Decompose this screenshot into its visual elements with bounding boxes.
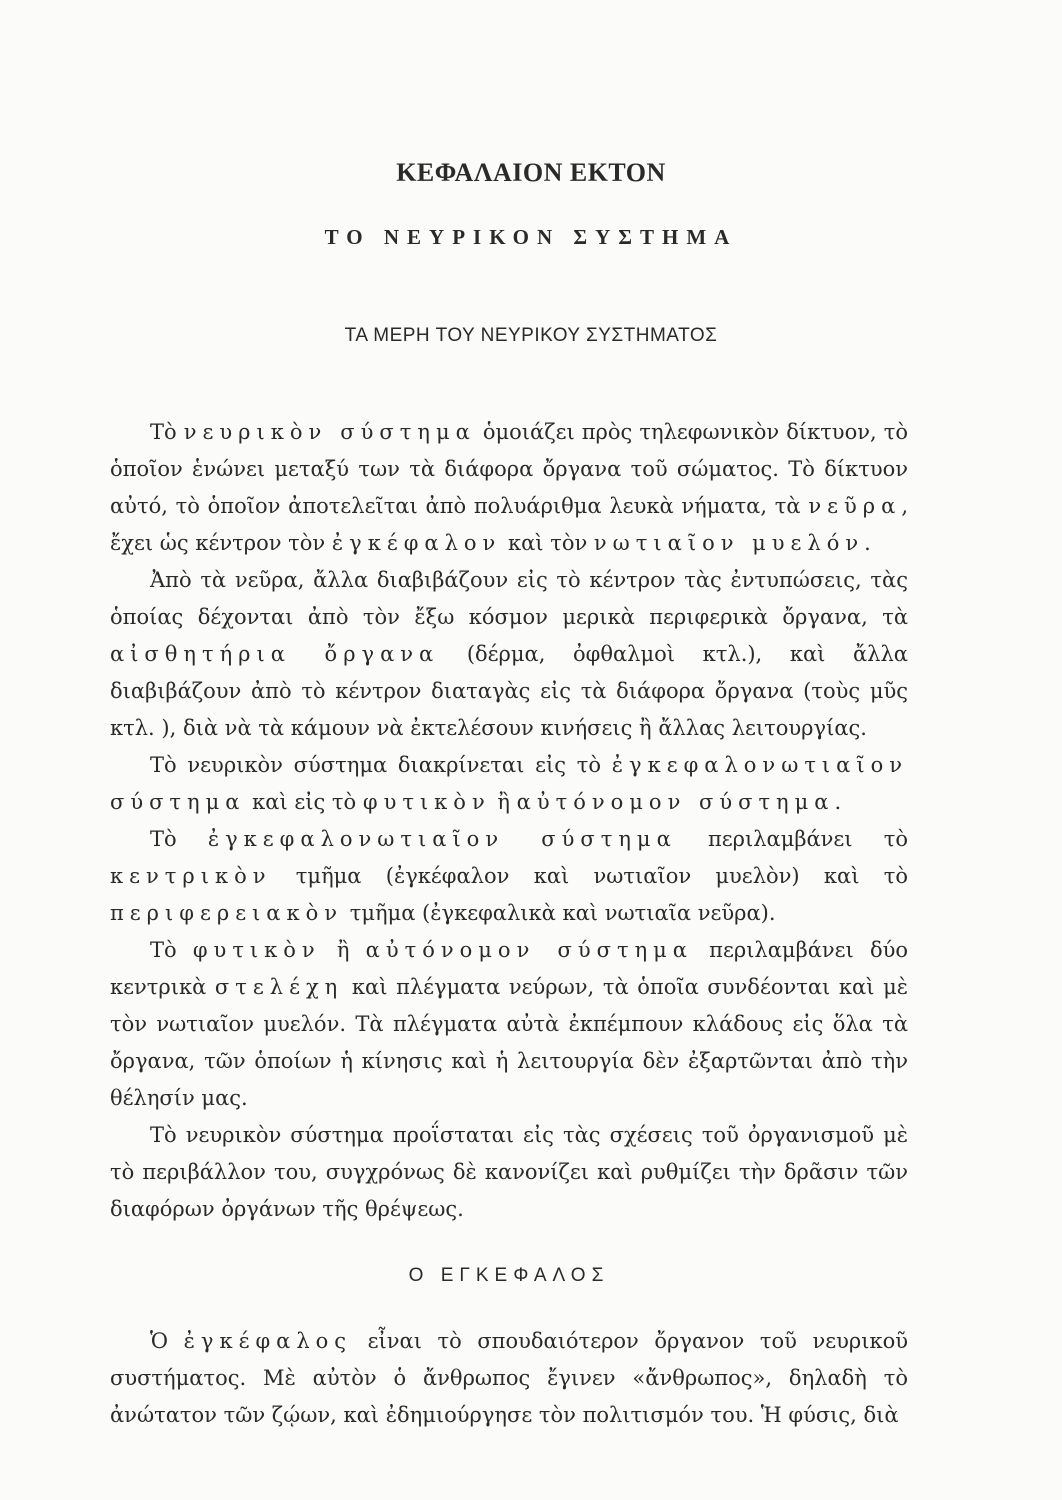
subsection-title: ΤΑ ΜΕΡΗ ΤΟΥ ΝΕΥΡΙΚΟΥ ΣΥΣΤΗΜΑΤΟΣ	[344, 325, 718, 346]
section-title: ΤΟ ΝΕΥΡΙΚΟΝ ΣΥΣΤΗΜΑ	[324, 225, 738, 249]
term-peripheral: περιφερειακὸν	[110, 901, 344, 925]
term-cerebrospinal-system: ἐγκεφαλονωτιαῖον σύστημα	[110, 753, 908, 814]
term-nerves: νεῦρα	[808, 494, 902, 518]
paragraph-1	[110, 414, 908, 562]
paragraph-2	[110, 562, 908, 747]
paragraph-6: Τὸ νευρικὸν σύστημα προΐσταται εἰς τὰς σχέσεις τοῦ ὀργανισμοῦ μὲ τὸ περιβάλλον του, συγχρόνως δὲ κανονίζει καὶ ρυθμίζει τὴν δρᾶσιν τῶν διαφόρων ὀργάνων τῆς θρέψεως.	[110, 1123, 908, 1221]
text: .	[834, 790, 842, 814]
text: καὶ τὸν	[501, 531, 594, 555]
text: Ἀπὸ τὰ νεῦρα, ἄλλα διαβιβάζουν εἰς τὸ κέντρον τὰς ἐντυπώσεις, τὰς ὁποίας δέχονται ἀπὸ τὸν ἔξω κόσμον μερικὰ περιφερικὰ ὄργανα, τὰ	[110, 568, 908, 629]
text: (δέρμα, ὀφθαλμοὶ κτλ.), καὶ ἄλλα διαβιβάζουν ἀπὸ τὸ κέντρον διαταγὰς εἰς τὰ διάφορα ὄργανα (τοὺς μῦς κτλ. ), διὰ νὰ τὰ κάμουν νὰ ἐκτελέσουν κινήσεις ἢ ἄλλας λειτουργίας.	[110, 642, 908, 740]
term-brain: ἐγκέφαλον	[331, 531, 502, 555]
term-sense-organs: αἰσθητήρια ὄργανα	[110, 642, 440, 666]
term-nervous-system: νευρικὸν σύστημα	[183, 420, 476, 444]
term-spinal-cord: νωτιαῖον μυελόν	[593, 531, 865, 555]
term-trunks: στελέχη	[214, 975, 344, 999]
text: καὶ πλέγματα νεύρων, τὰ ὁποῖα συνδέονται καὶ μὲ τὸν νωτιαῖον μυελόν. Τὰ πλέγματα αὐτὰ ἐκπέμπουν κλάδους εἰς ὅλα τὰ ὄργανα, τῶν ὁποίων ἡ κίνησις καὶ ἡ λειτουργία δὲν ἐξαρτῶνται ἀπὸ τὴν θέλησίν μας.	[110, 975, 908, 1110]
paragraph-4	[110, 821, 908, 932]
paragraph-5	[110, 932, 908, 1117]
text: , ἔχει ὡς κέντρον τὸν	[110, 494, 908, 555]
paragraph-3	[110, 747, 908, 821]
text: ἢ	[320, 938, 366, 962]
text: τμῆμα (ἐγκέφαλον καὶ νωτιαῖον μυελὸν) καὶ τὸ	[271, 864, 908, 888]
term-central: κεντρικὸν	[110, 864, 272, 888]
text: Ὁ	[150, 1329, 184, 1353]
term-vegetative: φυτικὸν	[362, 790, 491, 814]
chapter-title: ΚΕΦΑΛΑΙΟΝ ΕΚΤΟΝ	[396, 158, 666, 187]
text: Τὸ	[150, 420, 184, 444]
text: Τὸ νευρικὸν σύστημα διακρίνεται εἰς τὸ	[150, 753, 612, 777]
text: Τὸ	[150, 938, 193, 962]
text: εἶναι τὸ σπουδαιότερον ὄργανον τοῦ νευρικοῦ συστήματος. Μὲ αὐτὸν ὁ ἄνθρωπος ἔγινεν «ἄνθρωπος», δηλαδὴ τὸ ἀνώτατον τῶν ζῴων, καὶ ἐδημιούργησε τὸν πολιτισμόν του. Ἡ φύσις, διὰ	[110, 1329, 908, 1427]
text: Τὸ	[150, 827, 208, 851]
brain-heading: Ο ΕΓΚΕΦΑΛΟΣ	[408, 1265, 610, 1286]
text: .	[864, 531, 871, 555]
term-cerebrospinal-system: ἐγκεφαλονωτιαῖον σύστημα	[207, 827, 677, 851]
text: τμῆμα (ἐγκεφαλικὰ καὶ νωτιαῖα νεῦρα).	[343, 901, 776, 925]
term-brain: ἐγκέφαλος	[183, 1329, 353, 1353]
paragraph-7	[110, 1323, 908, 1434]
text: περιλαμβάνει τὸ	[676, 827, 909, 851]
text: περιλαμβάνει δύο κεντρικὰ	[110, 938, 908, 999]
text: ἢ	[490, 790, 517, 814]
term-vegetative: φυτικὸν	[192, 938, 321, 962]
text: καὶ εἰς τὸ	[245, 790, 363, 814]
body-text	[110, 414, 908, 1434]
term-autonomic-system: αὐτόνομον σύστημα	[365, 938, 693, 962]
text: ὁμοιάζει πρὸς τηλεφωνικὸν δίκτυον, τὸ ὁποῖον ἑνώνει μεταξύ των τὰ διάφορα ὄργανα τοῦ σώματος. Τὸ δίκτυον αὐτό, τὸ ὁποῖον ἀποτελεῖται ἀπὸ πολυάριθμα λευκὰ νήματα, τὰ	[110, 420, 908, 518]
term-autonomic-system: αὐτόνομον σύστημα	[516, 790, 835, 814]
